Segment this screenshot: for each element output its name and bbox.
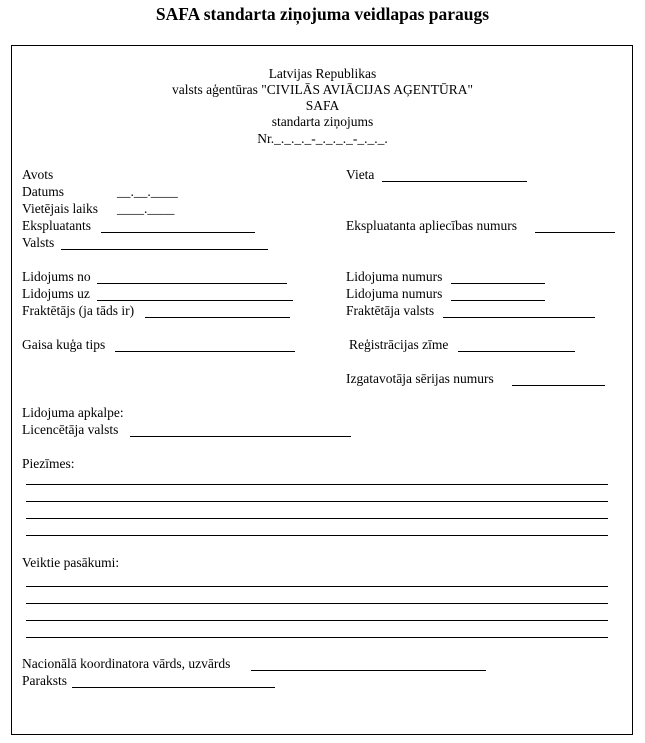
label-serijas-numurs: Izgatavotāja sērijas numurs bbox=[346, 371, 494, 386]
field-licencetaja-valsts[interactable] bbox=[130, 436, 351, 437]
field-lidojums-no[interactable] bbox=[97, 283, 287, 284]
pasakumi-line-4[interactable] bbox=[26, 637, 608, 638]
label-ekspluatants: Ekspluatants bbox=[22, 218, 91, 233]
field-ekspluatanta-aplieciba[interactable] bbox=[535, 232, 615, 233]
label-lidojuma-numurs-1: Lidojuma numurs bbox=[346, 269, 443, 284]
label-gaisa-kuga-tips: Gaisa kuģa tips bbox=[22, 337, 106, 352]
label-koordinators: Nacionālā koordinatora vārds, uzvārds bbox=[22, 656, 231, 671]
piezimes-line-1[interactable] bbox=[26, 484, 608, 485]
label-vieta: Vieta bbox=[346, 167, 375, 182]
header-line-4: standarta ziņojums bbox=[271, 114, 374, 129]
field-lidojuma-numurs-2[interactable] bbox=[451, 300, 545, 301]
label-ekspluatanta-aplieciba: Ekspluatanta apliecības numurs bbox=[346, 218, 517, 233]
header-line-1: Latvijas Republikas bbox=[268, 66, 377, 81]
label-lidojums-uz: Lidojums uz bbox=[22, 286, 90, 301]
label-vietejais-laiks: Vietējais laiks bbox=[22, 201, 99, 216]
field-vietejais-laiks[interactable]: ____.____ bbox=[117, 201, 175, 216]
field-fraktetajs[interactable] bbox=[145, 317, 290, 318]
label-avots: Avots bbox=[22, 167, 54, 182]
field-serijas-numurs[interactable] bbox=[512, 385, 605, 386]
label-lidojums-no: Lidojums no bbox=[22, 269, 91, 284]
piezimes-line-2[interactable] bbox=[26, 501, 608, 502]
pasakumi-line-3[interactable] bbox=[26, 620, 608, 621]
field-paraksts[interactable] bbox=[72, 687, 275, 688]
field-valsts[interactable] bbox=[61, 249, 268, 250]
field-lidojums-uz[interactable] bbox=[97, 300, 293, 301]
header-line-2: valsts aģentūras "CIVILĀS AVIĀCIJAS AĢENTŪRA" bbox=[171, 82, 473, 97]
pasakumi-line-2[interactable] bbox=[26, 603, 608, 604]
field-ekspluatants[interactable] bbox=[101, 232, 255, 233]
field-lidojuma-numurs-1[interactable] bbox=[451, 283, 545, 284]
piezimes-line-4[interactable] bbox=[26, 535, 608, 536]
field-gaisa-kuga-tips[interactable] bbox=[115, 351, 295, 352]
label-fraktetaja-valsts: Fraktētāja valsts bbox=[346, 303, 435, 318]
piezimes-line-3[interactable] bbox=[26, 518, 608, 519]
field-vieta[interactable] bbox=[382, 181, 527, 182]
label-datums: Datums bbox=[22, 184, 64, 199]
label-piezimes: Piezīmes: bbox=[22, 456, 75, 471]
field-fraktetaja-valsts[interactable] bbox=[443, 317, 595, 318]
label-fraktetajs: Fraktētājs (ja tāds ir) bbox=[22, 303, 135, 318]
field-registracijas-zime[interactable] bbox=[458, 351, 575, 352]
label-lidojuma-numurs-2: Lidojuma numurs bbox=[346, 286, 443, 301]
page-title: SAFA standarta ziņojuma veidlapas paraugs bbox=[155, 4, 490, 24]
label-registracijas-zime: Reģistrācijas zīme bbox=[349, 337, 449, 352]
header-line-3: SAFA bbox=[305, 98, 340, 113]
label-valsts: Valsts bbox=[22, 235, 55, 250]
report-number: Nr._._._._-_._._._-_._._. bbox=[257, 131, 388, 146]
field-datums[interactable]: __.__.____ bbox=[117, 184, 178, 199]
form-frame bbox=[11, 45, 633, 735]
pasakumi-line-1[interactable] bbox=[26, 586, 608, 587]
label-veiktie-pasakumi: Veiktie pasākumi: bbox=[22, 555, 120, 570]
label-lidojuma-apkalpe: Lidojuma apkalpe: bbox=[22, 405, 124, 420]
label-paraksts: Paraksts bbox=[22, 673, 67, 688]
field-koordinators[interactable] bbox=[251, 670, 486, 671]
label-licencetaja-valsts: Licencētāja valsts bbox=[22, 422, 119, 437]
